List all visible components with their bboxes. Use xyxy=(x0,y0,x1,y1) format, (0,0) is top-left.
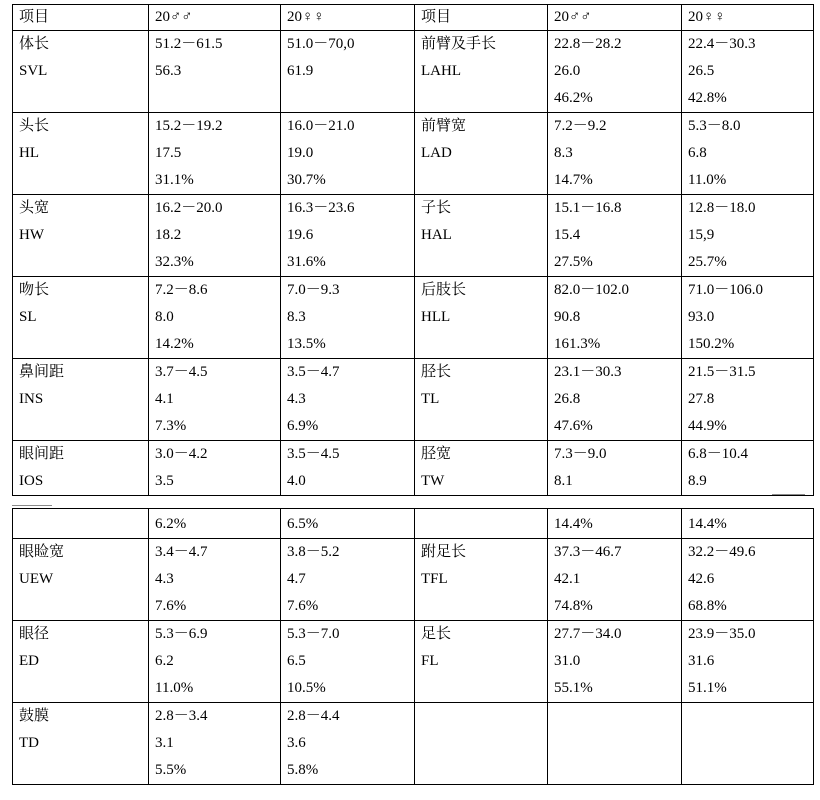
value-cell xyxy=(548,195,682,277)
item-label-cell xyxy=(415,509,548,539)
cell-line: LAHL xyxy=(421,63,461,79)
cell-line: 6.5% xyxy=(287,516,319,532)
cell-line: 7.2－9.2 xyxy=(554,118,607,134)
header-cell: 20♂♂ xyxy=(149,5,281,31)
cell-blank-line xyxy=(421,413,541,440)
value-cell xyxy=(149,441,281,496)
cell-line: INS xyxy=(19,391,44,407)
cell-line: 44.9% xyxy=(688,418,727,434)
cell-blank-line xyxy=(421,331,541,358)
item-label-cell xyxy=(13,441,149,496)
header-cell: 20♀♀ xyxy=(281,5,415,31)
cell-line: 27.8 xyxy=(688,391,715,407)
cell-line: 4.1 xyxy=(155,391,174,407)
cell-line: 31.6 xyxy=(688,653,715,669)
cell-line: 161.3% xyxy=(554,336,601,352)
cell-line: 5.3－6.9 xyxy=(155,626,208,642)
cell-line: 头宽 xyxy=(19,200,50,216)
cell-line: 15.1－16.8 xyxy=(554,200,622,216)
cell-line: 56.3 xyxy=(155,63,182,79)
cell-line: 11.0% xyxy=(688,172,727,188)
cell-line: 93.0 xyxy=(688,309,715,325)
cell-line: 3.0－4.2 xyxy=(155,446,208,462)
cell-blank-line xyxy=(554,703,675,730)
cell-line: TL xyxy=(421,391,440,407)
value-cell xyxy=(682,703,814,785)
value-cell xyxy=(548,359,682,441)
cell-blank-line xyxy=(19,757,142,784)
cell-line: 鼓膜 xyxy=(19,708,50,724)
cell-line: TFL xyxy=(421,571,448,587)
table-row xyxy=(13,359,814,441)
cell-line: 吻长 xyxy=(19,282,50,298)
cell-line: HL xyxy=(19,145,39,161)
item-label-cell xyxy=(415,277,548,359)
cell-line: 51.0－70,0 xyxy=(287,36,355,52)
cell-blank-line xyxy=(688,757,807,784)
cell-line: 眼睑宽 xyxy=(19,544,65,560)
cell-blank-line xyxy=(19,331,142,358)
value-cell xyxy=(548,509,682,539)
cell-line: 7.6% xyxy=(287,598,319,614)
value-cell xyxy=(281,277,415,359)
cell-line: 7.3% xyxy=(155,418,187,434)
value-cell xyxy=(149,277,281,359)
cell-line: 前臂宽 xyxy=(421,118,467,134)
table-row xyxy=(13,621,814,703)
cell-line: 16.2－20.0 xyxy=(155,200,223,216)
cell-blank-line xyxy=(421,511,541,538)
item-label-cell xyxy=(13,31,149,113)
cell-line: 胫宽 xyxy=(421,446,452,462)
cell-line: 7.6% xyxy=(155,598,187,614)
item-label-cell xyxy=(13,509,149,539)
header-cell: 20♀♀ xyxy=(682,5,814,31)
cell-line: 32.2－49.6 xyxy=(688,544,756,560)
cell-line: 47.6% xyxy=(554,418,593,434)
cell-line: 27.7－34.0 xyxy=(554,626,622,642)
cell-blank-line xyxy=(155,85,274,112)
cell-line: 子长 xyxy=(421,200,452,216)
value-cell xyxy=(682,621,814,703)
cell-line: 30.7% xyxy=(287,172,326,188)
cell-line: TD xyxy=(19,735,39,751)
cell-line: 26.0 xyxy=(554,63,581,79)
value-cell xyxy=(682,113,814,195)
cell-line: 23.1－30.3 xyxy=(554,364,622,380)
value-cell xyxy=(281,359,415,441)
value-cell xyxy=(281,441,415,496)
cell-blank-line xyxy=(554,730,675,757)
cell-line: 6.8－10.4 xyxy=(688,446,749,462)
cell-line: 15.4 xyxy=(554,227,581,243)
cell-blank-line xyxy=(421,85,541,112)
table-row xyxy=(13,539,814,621)
cell-line: 25.7% xyxy=(688,254,727,270)
cell-line: 14.7% xyxy=(554,172,593,188)
cell-line: 3.8－5.2 xyxy=(287,544,340,560)
cell-line: 71.0－106.0 xyxy=(688,282,764,298)
cell-blank-line xyxy=(421,167,541,194)
cell-line: 4.0 xyxy=(287,473,306,489)
value-cell xyxy=(682,509,814,539)
cell-blank-line xyxy=(19,593,142,620)
cell-blank-line xyxy=(421,703,541,730)
measurement-table-top xyxy=(12,4,814,496)
cell-line: 8.1 xyxy=(554,473,573,489)
header-cell: 项目 xyxy=(415,5,548,31)
cell-line: 3.6 xyxy=(287,735,306,751)
cell-line: 3.5－4.7 xyxy=(287,364,340,380)
cell-line: 21.5－31.5 xyxy=(688,364,756,380)
value-cell xyxy=(281,195,415,277)
cell-line: 3.5 xyxy=(155,473,174,489)
value-cell xyxy=(149,539,281,621)
cell-blank-line xyxy=(19,85,142,112)
cell-line: 31.1% xyxy=(155,172,194,188)
cell-line: 眼间距 xyxy=(19,446,65,462)
cell-line: 4.3 xyxy=(155,571,174,587)
cell-line: 前臂及手长 xyxy=(421,36,497,52)
item-label-cell xyxy=(13,277,149,359)
measurement-table-bottom xyxy=(12,508,814,785)
cell-line: 10.5% xyxy=(287,680,326,696)
cell-line: IOS xyxy=(19,473,44,489)
cell-line: 42.1 xyxy=(554,571,581,587)
item-label-cell xyxy=(13,703,149,785)
cell-line: 6.9% xyxy=(287,418,319,434)
cell-line: 鼻间距 xyxy=(19,364,65,380)
cell-line: 55.1% xyxy=(554,680,593,696)
cell-line: 51.1% xyxy=(688,680,727,696)
cell-line: 15.2－19.2 xyxy=(155,118,223,134)
item-label-cell xyxy=(13,359,149,441)
cell-line: 胫长 xyxy=(421,364,452,380)
cell-line: 7.0－9.3 xyxy=(287,282,340,298)
cell-line: 5.5% xyxy=(155,762,187,778)
cell-line: 6.2% xyxy=(155,516,187,532)
value-cell xyxy=(149,113,281,195)
cell-line: 14.4% xyxy=(688,516,727,532)
cell-line: 26.5 xyxy=(688,63,715,79)
value-cell xyxy=(149,359,281,441)
header-row xyxy=(13,5,814,31)
item-label-cell xyxy=(13,195,149,277)
cell-line: 16.3－23.6 xyxy=(287,200,355,216)
cell-line: 14.2% xyxy=(155,336,194,352)
cell-line: SL xyxy=(19,309,37,325)
cell-line: 6.5 xyxy=(287,653,306,669)
cell-line: UEW xyxy=(19,571,54,587)
table-row xyxy=(13,703,814,785)
table-row xyxy=(13,277,814,359)
cell-line: 90.8 xyxy=(554,309,581,325)
cell-line: 150.2% xyxy=(688,336,735,352)
value-cell xyxy=(548,703,682,785)
value-cell xyxy=(548,113,682,195)
table-row xyxy=(13,441,814,496)
cell-line: 46.2% xyxy=(554,90,593,106)
item-label-cell xyxy=(415,195,548,277)
cell-line: 5.8% xyxy=(287,762,319,778)
value-cell xyxy=(281,621,415,703)
cell-line: 31.0 xyxy=(554,653,581,669)
cell-line: 23.9－35.0 xyxy=(688,626,756,642)
item-label-cell xyxy=(415,703,548,785)
cell-line: HW xyxy=(19,227,44,243)
item-label-cell xyxy=(13,539,149,621)
cell-line: 13.5% xyxy=(287,336,326,352)
cell-line: 15,9 xyxy=(688,227,715,243)
table-row xyxy=(13,113,814,195)
cell-line: 42.6 xyxy=(688,571,715,587)
cell-blank-line xyxy=(19,511,142,538)
cell-line: 22.4－30.3 xyxy=(688,36,756,52)
cell-line: 42.8% xyxy=(688,90,727,106)
cell-line: 3.7－4.5 xyxy=(155,364,208,380)
cell-line: 16.0－21.0 xyxy=(287,118,355,134)
value-cell xyxy=(281,31,415,113)
value-cell xyxy=(682,359,814,441)
cell-line: 7.2－8.6 xyxy=(155,282,208,298)
cell-blank-line xyxy=(19,167,142,194)
cell-blank-line xyxy=(688,703,807,730)
item-label-cell xyxy=(415,359,548,441)
page-break-mark-right xyxy=(772,494,805,495)
cell-line: TW xyxy=(421,473,445,489)
cell-line: 61.9 xyxy=(287,63,314,79)
value-cell xyxy=(149,31,281,113)
value-cell xyxy=(682,31,814,113)
cell-line: 2.8－4.4 xyxy=(287,708,340,724)
cell-line: 5.3－8.0 xyxy=(688,118,741,134)
item-label-cell xyxy=(13,113,149,195)
cell-line: 8.3 xyxy=(554,145,573,161)
cell-blank-line xyxy=(421,675,541,702)
cell-line: HAL xyxy=(421,227,452,243)
value-cell xyxy=(548,441,682,496)
item-label-cell xyxy=(415,539,548,621)
item-label-cell xyxy=(415,621,548,703)
value-cell xyxy=(149,195,281,277)
value-cell xyxy=(281,539,415,621)
cell-line: 8.0 xyxy=(155,309,174,325)
header-cell: 项目 xyxy=(13,5,149,31)
cell-blank-line xyxy=(19,675,142,702)
cell-line: 8.3 xyxy=(287,309,306,325)
table-row xyxy=(13,509,814,539)
cell-line: 11.0% xyxy=(155,680,194,696)
value-cell xyxy=(548,621,682,703)
cell-line: 7.3－9.0 xyxy=(554,446,607,462)
page-break-mark-left xyxy=(12,505,52,506)
cell-line: 26.8 xyxy=(554,391,581,407)
value-cell xyxy=(682,195,814,277)
cell-line: LAD xyxy=(421,145,452,161)
cell-line: 18.2 xyxy=(155,227,182,243)
cell-line: 6.2 xyxy=(155,653,174,669)
item-label-cell xyxy=(415,31,548,113)
header-cell: 20♂♂ xyxy=(548,5,682,31)
cell-line: 眼径 xyxy=(19,626,50,642)
cell-blank-line xyxy=(287,85,408,112)
cell-blank-line xyxy=(421,249,541,276)
table-row xyxy=(13,31,814,113)
cell-line: 3.5－4.5 xyxy=(287,446,340,462)
cell-line: 51.2－61.5 xyxy=(155,36,223,52)
cell-blank-line xyxy=(421,757,541,784)
cell-line: SVL xyxy=(19,63,48,79)
value-cell xyxy=(149,621,281,703)
cell-blank-line xyxy=(421,730,541,757)
cell-line: 8.9 xyxy=(688,473,707,489)
cell-line: 19.6 xyxy=(287,227,314,243)
cell-line: 27.5% xyxy=(554,254,593,270)
value-cell xyxy=(281,703,415,785)
value-cell xyxy=(548,31,682,113)
item-label-cell xyxy=(13,621,149,703)
value-cell xyxy=(149,703,281,785)
cell-blank-line xyxy=(19,249,142,276)
cell-line: 4.3 xyxy=(287,391,306,407)
cell-blank-line xyxy=(421,593,541,620)
cell-line: 跗足长 xyxy=(421,544,467,560)
cell-line: 14.4% xyxy=(554,516,593,532)
cell-line: 5.3－7.0 xyxy=(287,626,340,642)
cell-line: 17.5 xyxy=(155,145,182,161)
value-cell xyxy=(682,441,814,496)
value-cell xyxy=(548,277,682,359)
cell-line: 82.0－102.0 xyxy=(554,282,630,298)
cell-line: 4.7 xyxy=(287,571,306,587)
cell-line: 31.6% xyxy=(287,254,326,270)
cell-line: 2.8－3.4 xyxy=(155,708,208,724)
cell-line: 后肢长 xyxy=(421,282,467,298)
cell-line: HLL xyxy=(421,309,451,325)
value-cell xyxy=(682,539,814,621)
cell-line: 头长 xyxy=(19,118,50,134)
cell-blank-line xyxy=(554,757,675,784)
item-label-cell xyxy=(415,113,548,195)
cell-line: FL xyxy=(421,653,439,669)
value-cell xyxy=(682,277,814,359)
value-cell xyxy=(281,113,415,195)
cell-line: 足长 xyxy=(421,626,452,642)
cell-line: 19.0 xyxy=(287,145,314,161)
cell-line: 12.8－18.0 xyxy=(688,200,756,216)
table-row xyxy=(13,195,814,277)
cell-blank-line xyxy=(688,730,807,757)
cell-line: 3.4－4.7 xyxy=(155,544,208,560)
cell-line: 74.8% xyxy=(554,598,593,614)
value-cell xyxy=(281,509,415,539)
cell-line: 体长 xyxy=(19,36,50,52)
cell-line: 22.8－28.2 xyxy=(554,36,622,52)
cell-line: 37.3－46.7 xyxy=(554,544,622,560)
cell-line: 68.8% xyxy=(688,598,727,614)
cell-line: 3.1 xyxy=(155,735,174,751)
cell-blank-line xyxy=(19,413,142,440)
cell-line: 32.3% xyxy=(155,254,194,270)
cell-line: 6.8 xyxy=(688,145,707,161)
cell-line: ED xyxy=(19,653,39,669)
item-label-cell xyxy=(415,441,548,496)
value-cell xyxy=(149,509,281,539)
value-cell xyxy=(548,539,682,621)
